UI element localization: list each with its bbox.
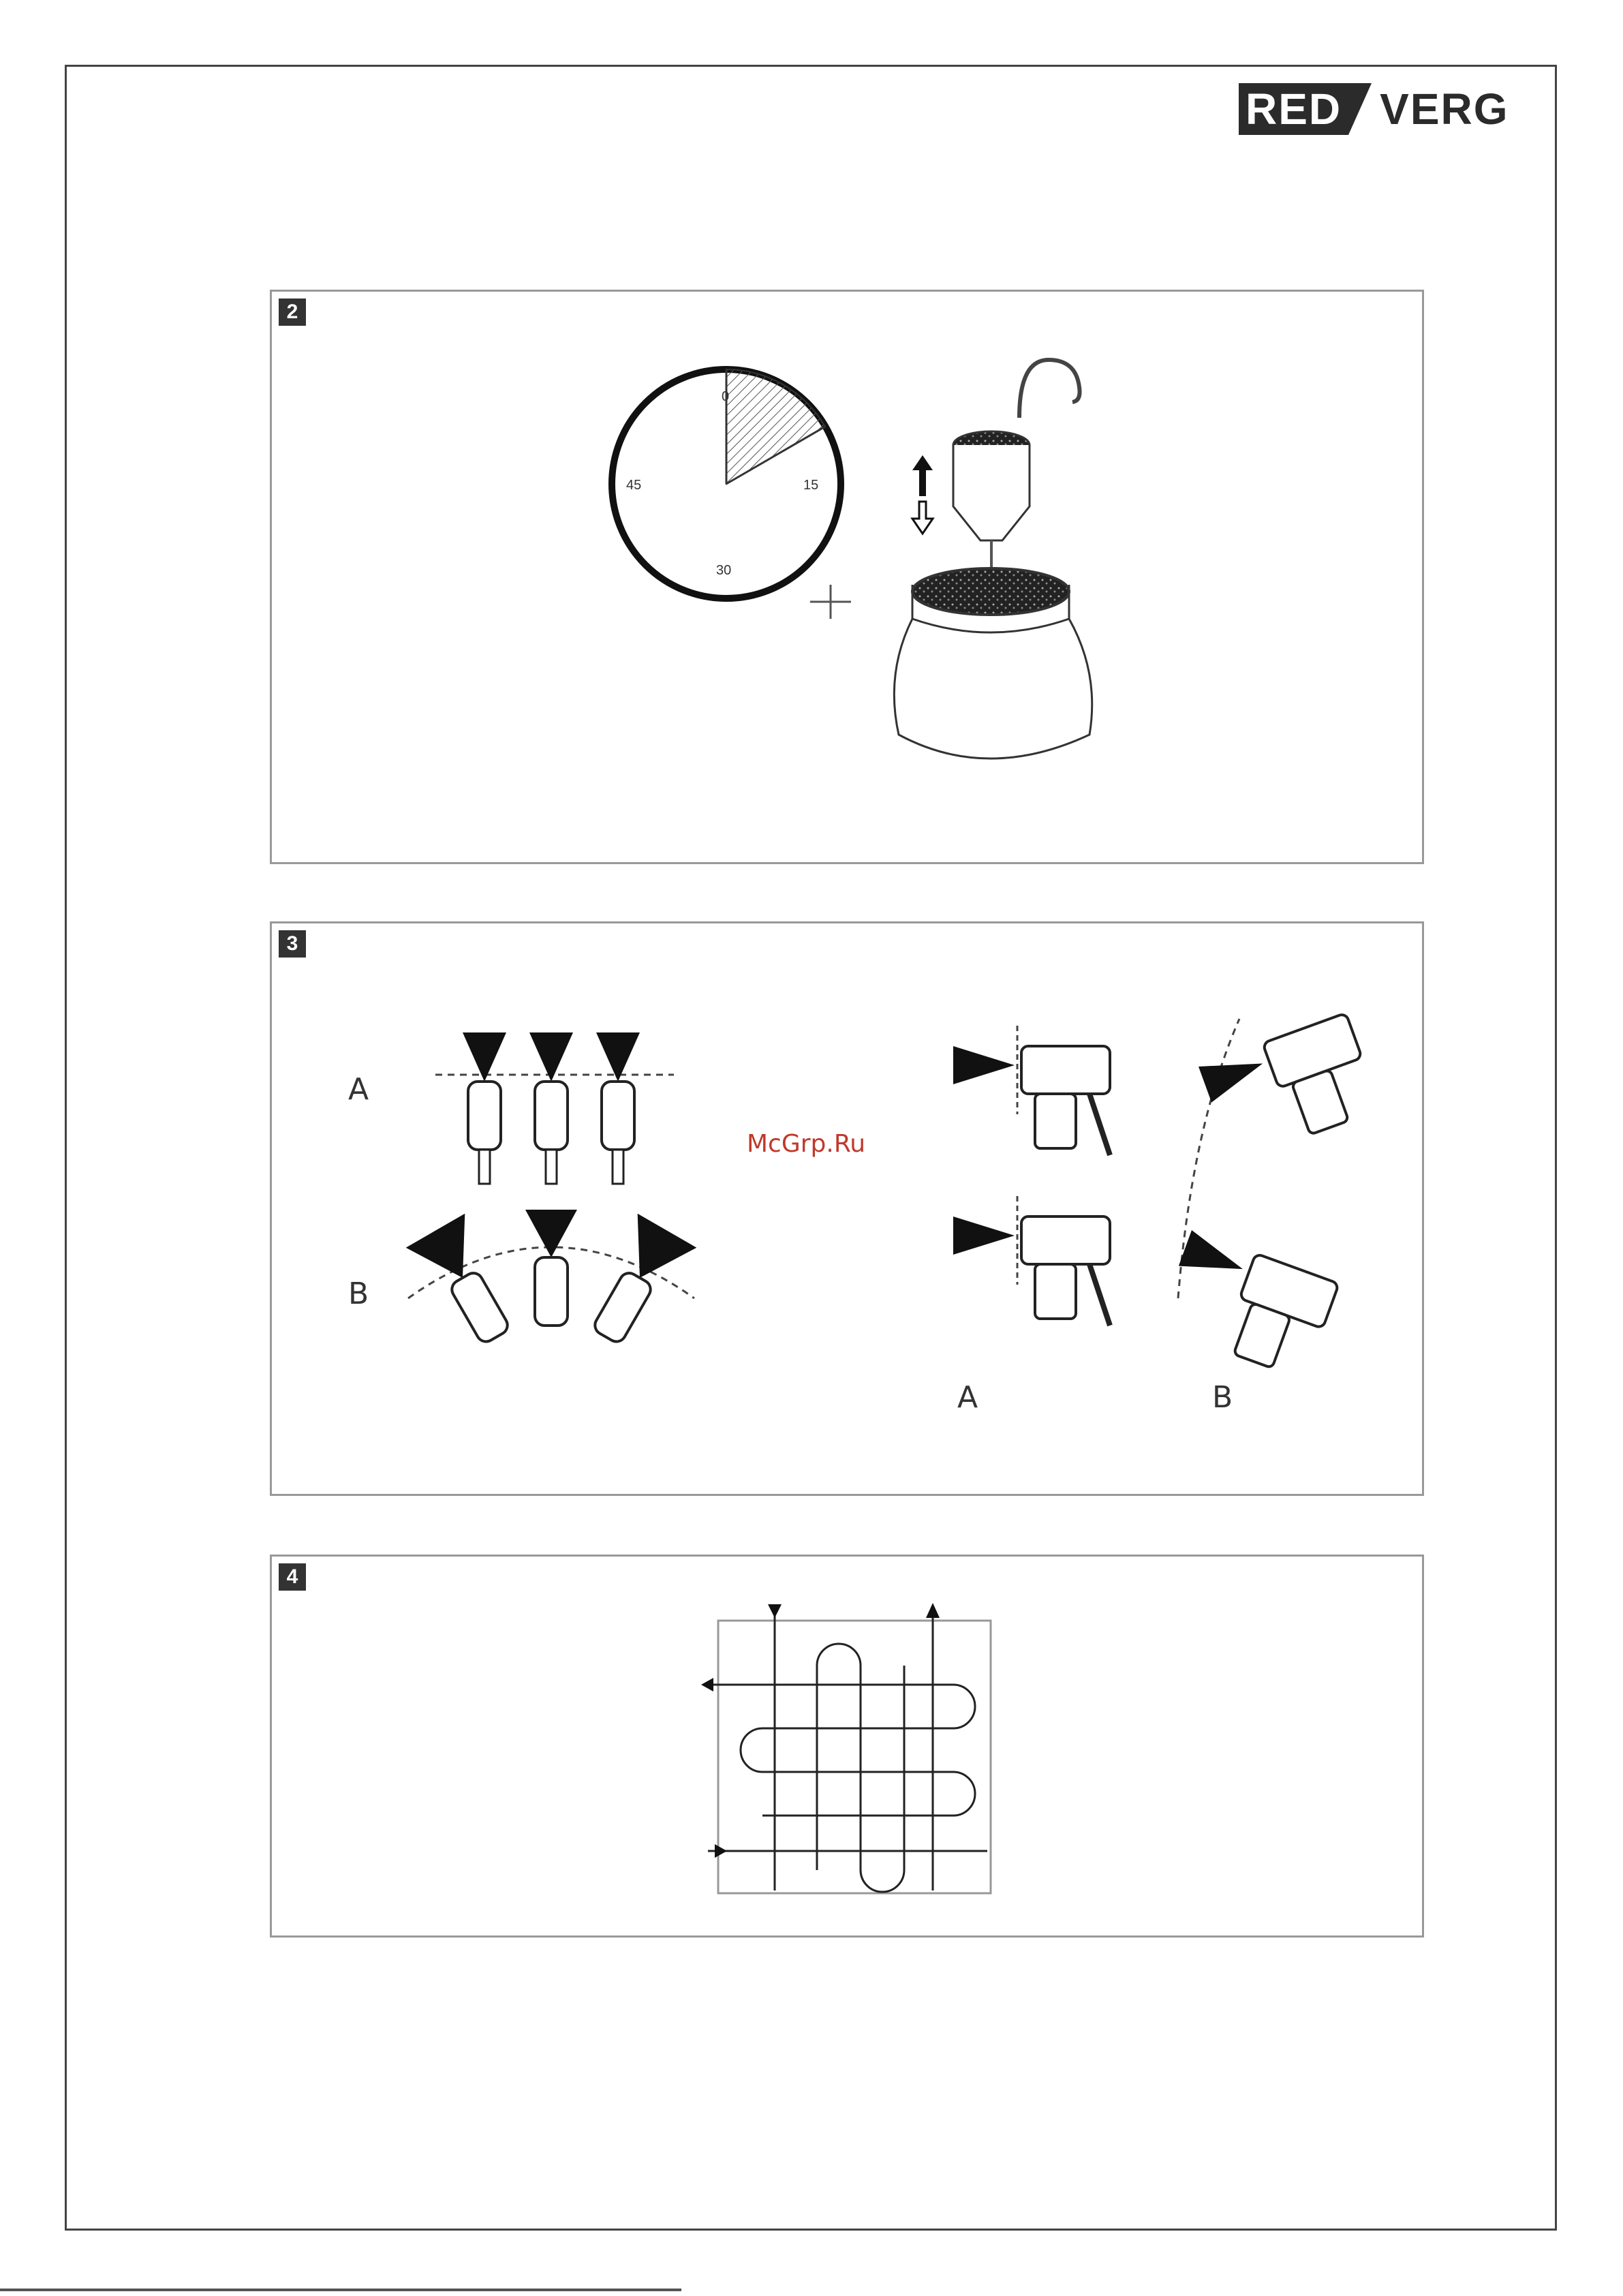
panel-number: 2 xyxy=(279,299,306,326)
clock-tick-30: 30 xyxy=(716,563,732,578)
panel-number: 4 xyxy=(279,1563,306,1591)
label-right-a: A xyxy=(957,1380,978,1415)
logo-red: RED xyxy=(1239,83,1348,135)
arrow-up-icon xyxy=(926,1603,940,1618)
surface-area xyxy=(718,1621,991,1893)
arrow-left-icon xyxy=(701,1678,713,1692)
spray-row-b xyxy=(406,1210,697,1354)
spray-angle-illustration xyxy=(272,923,1426,1498)
figure-panel-4 xyxy=(270,1555,1424,1938)
spray-gun-side-b xyxy=(1157,1013,1381,1379)
spray-row-a xyxy=(435,1032,674,1184)
stopwatch-icon xyxy=(612,369,851,619)
figure-panel-3 xyxy=(270,921,1424,1496)
clock-tick-15: 15 xyxy=(803,478,819,493)
viscosity-test-illustration xyxy=(272,292,1426,866)
paint-container-icon xyxy=(894,568,1092,759)
spray-gun-side-a xyxy=(953,1026,1110,1326)
dip-arrows-icon xyxy=(912,455,933,534)
label-left-a: A xyxy=(348,1072,369,1107)
watermark: McGrp.Ru xyxy=(747,1130,866,1158)
brand-logo xyxy=(1239,82,1509,136)
clock-tick-45: 45 xyxy=(626,478,642,493)
clock-tick-0: 0 xyxy=(722,389,730,404)
panel-number: 3 xyxy=(279,930,306,958)
figure-panel-2 xyxy=(270,290,1424,864)
logo-verg: VERG xyxy=(1380,85,1509,134)
spray-pattern-illustration xyxy=(272,1557,1426,1940)
label-left-b: B xyxy=(348,1276,369,1311)
label-right-b: B xyxy=(1212,1380,1233,1415)
footer-rule xyxy=(0,2289,681,2291)
arrow-down-icon xyxy=(768,1604,782,1618)
